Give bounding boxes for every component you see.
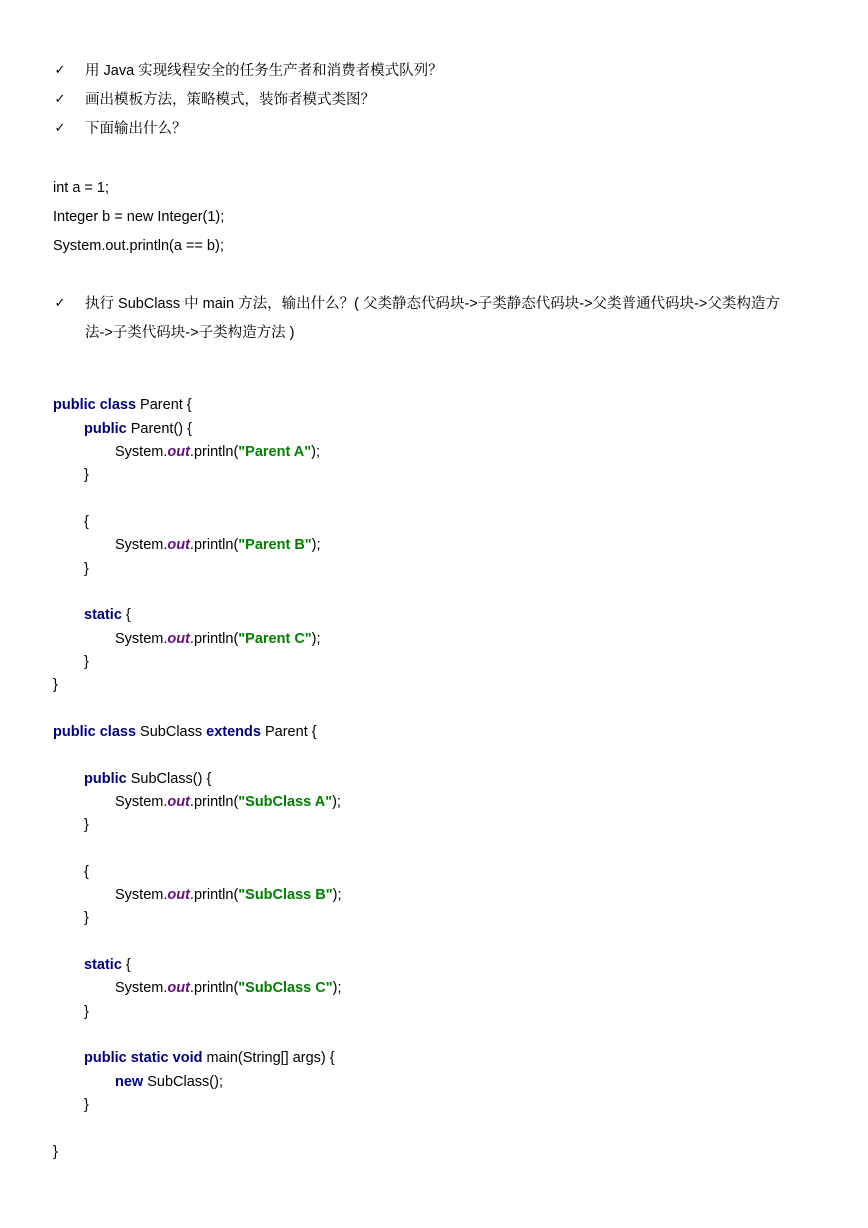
code-line: } <box>84 1004 89 1020</box>
code-line: public class Parent { <box>53 397 192 413</box>
code-line: public SubClass() { <box>84 771 212 787</box>
code-line: System.out.println("Parent A"); <box>115 444 320 460</box>
code-line: static { <box>84 607 131 623</box>
code-line: System.out.println("Parent B"); <box>115 537 321 553</box>
check-icon: ✓ <box>54 92 66 107</box>
code-line: public Parent() { <box>84 421 192 437</box>
snippet-line-3: System.out.println(a == b); <box>53 238 224 254</box>
question-1: 用 Java 实现线程安全的任务生产者和消费者模式队列？ <box>85 63 443 79</box>
code-line: } <box>84 817 89 833</box>
code-line: } <box>84 561 89 577</box>
code-line: System.out.println("SubClass B"); <box>115 887 342 903</box>
question-4-line-1: 执行 SubClass 中 main 方法，输出什么？( 父类静态代码块->子类静态代码块->父类普通代码块->父类构造方 <box>85 296 780 312</box>
code-line: System.out.println("SubClass A"); <box>115 794 341 810</box>
code-line: public static void main(String[] args) { <box>84 1050 335 1066</box>
code-line: } <box>53 677 58 693</box>
check-icon: ✓ <box>54 63 66 78</box>
code-line: { <box>84 514 89 530</box>
snippet-line-2: Integer b = new Integer(1); <box>53 209 225 225</box>
code-line: public class SubClass extends Parent { <box>53 724 317 740</box>
check-icon: ✓ <box>54 121 66 136</box>
code-line: } <box>84 1097 89 1113</box>
question-2: 画出模板方法，策略模式，装饰者模式类图？ <box>85 92 375 108</box>
code-line: } <box>53 1144 58 1160</box>
code-line: System.out.println("Parent C"); <box>115 631 321 647</box>
snippet-line-1: int a = 1; <box>53 180 110 196</box>
code-line: } <box>84 910 89 926</box>
question-3: 下面输出什么？ <box>85 121 187 137</box>
check-icon: ✓ <box>54 296 66 311</box>
code-line: } <box>84 654 89 670</box>
code-line: System.out.println("SubClass C"); <box>115 980 342 996</box>
code-line: static { <box>84 957 131 973</box>
code-line: } <box>84 467 89 483</box>
code-line: new SubClass(); <box>115 1074 223 1090</box>
code-line: { <box>84 864 89 880</box>
question-4-line-2: 法->子类代码块->子类构造方法 ) <box>85 325 295 341</box>
